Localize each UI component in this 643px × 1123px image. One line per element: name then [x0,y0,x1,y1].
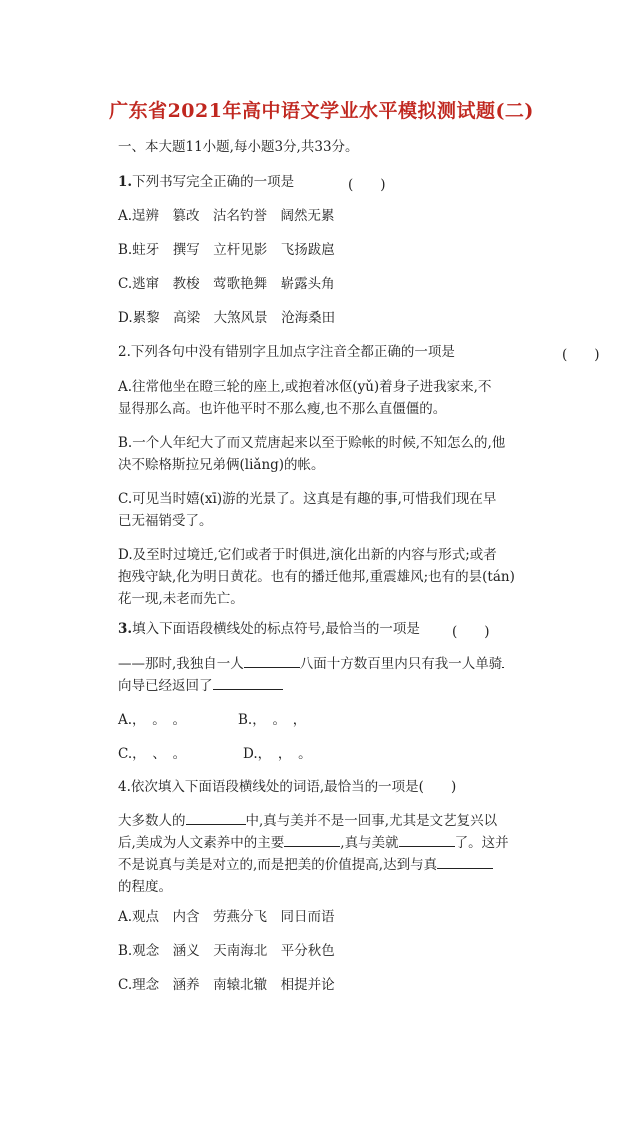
question-3-number: 3. [118,621,133,637]
question-2-option-d-line-3: 花一现,未老而先亡。 [118,591,244,607]
question-3-passage-line-2: 向导已经返回了 [118,675,283,697]
blank-line [213,675,283,690]
question-2-option-a-line-2: 显得那么高。也许他平时不那么瘦,也不那么直僵僵的。 [118,401,447,417]
question-3-answer-paren: ( ) [452,624,490,640]
question-3-stem: 3.填入下面语段横线处的标点符号,最恰当的一项是 [118,621,420,637]
question-4-stem: 4.依次填入下面语段横线处的词语,最恰当的一项是( ) [118,779,457,795]
question-4-passage-line-3: 不是说真与美是对立的,而是把美的价值提高,达到与真 [118,854,493,876]
question-2-stem: 2.下列各句中没有错别字且加点字注音全都正确的一项是 [118,344,455,360]
blank-line [186,810,246,825]
section-instruction: 一、本大题11小题,每小题3分,共33分。 [118,139,359,155]
question-1-answer-paren: ( ) [348,177,386,193]
exam-title: 广东省2021年高中语文学业水平模拟测试题(二) [109,100,534,122]
blank-line [399,832,455,847]
question-4-passage-line-4: 的程度。 [118,879,172,895]
question-2-option-a-line-1: A.往常他坐在瞪三轮的座上,或抱着冰伛(yǔ)着身子进我家来,不 [118,379,492,395]
question-2-option-d-line-1: D.及至时过境迁,它们或者于时俱进,演化出新的内容与形式;或者 [118,547,497,563]
question-1-stem: 1.下列书写完全正确的一项是 [118,174,295,190]
blank-line [502,653,504,668]
question-1-number: 1. [118,174,133,190]
question-3-option-a: A.， 。 。 [118,712,187,728]
question-1-option-d: D.累黎 高梁 大煞风景 沧海桑田 [118,310,336,326]
question-4-passage-line-1: 大多数人的 中,真与美并不是一回事,尤其是文艺复兴以 [118,810,497,832]
blank-line [284,832,340,847]
blank-line [437,854,493,869]
question-4-option-a: A.观点 内含 劳燕分飞 同日而语 [118,909,335,925]
question-2-answer-paren: ( ) [562,347,600,363]
blank-line [244,653,300,668]
question-4-option-b: B.观念 涵义 天南海北 平分秋色 [118,943,335,959]
question-4-option-c: C.理念 涵养 南辕北辙 相提并论 [118,977,335,993]
question-3-option-b: B.， 。 ， [238,712,307,728]
question-3-passage-line-1: ——那时,我独自一人 八面十方数百里内只有我一人单骑 [118,653,504,675]
question-1-option-a: A.逞辨 篡改 沽名钓誉 阔然无累 [118,208,335,224]
question-1-option-c: C.逃窜 教梭 莺歌艳舞 崭露头角 [118,276,335,292]
question-2-option-b-line-1: B.一个人年纪大了而又荒唐起来以至于赊帐的时候,不知怎么的,他 [118,435,506,451]
question-1-option-b: B.蛀牙 撰写 立杆见影 飞扬跋扈 [118,242,335,258]
question-3-option-c: C.， 、 。 [118,746,187,762]
question-2-option-c-line-2: 已无福销受了。 [118,513,213,529]
question-4-passage-line-2: 后,美成为人文素养中的主要 ,真与美就 了。这并 [118,832,509,854]
question-3-option-d: D.， ， 。 [243,746,312,762]
question-2-option-c-line-1: C.可见当时嬉(xī)游的光景了。这真是有趣的事,可惜我们现在早 [118,491,497,507]
question-2-option-b-line-2: 决不赊格斯拉兄弟俩(liǎng)的帐。 [118,457,325,473]
question-2-option-d-line-2: 抱残守缺,化为明日黄花。也有的播迁他邦,重震雄风;也有的昙(tán) [118,569,515,585]
